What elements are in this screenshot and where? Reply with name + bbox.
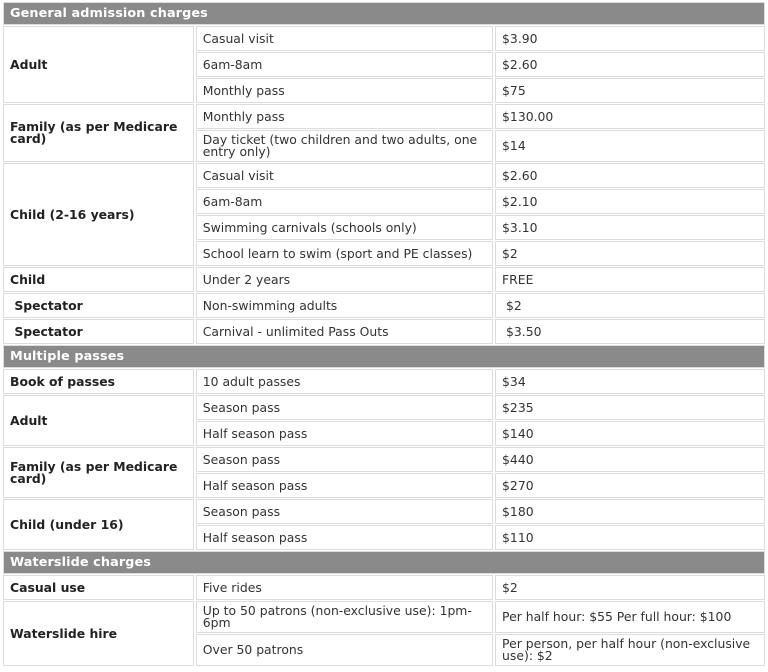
- price-cell: $2.10: [495, 189, 765, 214]
- item-cell: Casual visit: [196, 163, 493, 188]
- category-cell: Adult: [3, 395, 194, 446]
- category-cell: Adult: [3, 26, 194, 103]
- item-cell: Day ticket (two children and two adults, one entry only): [196, 130, 493, 162]
- table-row: [3, 575, 765, 600]
- price-cell: Per person, per half hour (non-exclusive use): $2: [495, 634, 765, 666]
- price-cell: $3.50: [495, 319, 765, 344]
- item-cell: 6am-8am: [196, 189, 493, 214]
- item-cell: Season pass: [196, 395, 493, 420]
- section-title: General admission charges: [3, 2, 765, 25]
- item-cell: Casual visit: [196, 26, 493, 51]
- table-row: [3, 293, 765, 318]
- price-cell: $75: [495, 78, 765, 103]
- price-cell: $2: [495, 241, 765, 266]
- price-cell: $2: [495, 293, 765, 318]
- item-cell: 6am-8am: [196, 52, 493, 77]
- table-row: [3, 104, 765, 129]
- item-cell: Half season pass: [196, 525, 493, 550]
- item-cell: Carnival - unlimited Pass Outs: [196, 319, 493, 344]
- category-cell: Waterslide hire: [3, 601, 194, 666]
- price-cell: $2.60: [495, 163, 765, 188]
- price-cell: $130.00: [495, 104, 765, 129]
- category-cell: Family (as per Medicare card): [3, 104, 194, 162]
- price-cell: $3.90: [495, 26, 765, 51]
- item-cell: 10 adult passes: [196, 369, 493, 394]
- table-row: [3, 26, 765, 51]
- admission-charges-table: [1, 1, 767, 667]
- price-cell: $440: [495, 447, 765, 472]
- table-row: [3, 163, 765, 188]
- table-row: [3, 601, 765, 633]
- price-cell: $2.60: [495, 52, 765, 77]
- item-cell: Half season pass: [196, 421, 493, 446]
- item-cell: Half season pass: [196, 473, 493, 498]
- category-cell: Spectator: [3, 319, 194, 344]
- price-cell: $235: [495, 395, 765, 420]
- price-cell: $34: [495, 369, 765, 394]
- price-cell: $14: [495, 130, 765, 162]
- item-cell: Up to 50 patrons (non-exclusive use): 1pm-6pm: [196, 601, 493, 633]
- price-cell: $110: [495, 525, 765, 550]
- price-cell: $270: [495, 473, 765, 498]
- price-cell: $180: [495, 499, 765, 524]
- category-cell: Spectator: [3, 293, 194, 318]
- table-row: [3, 369, 765, 394]
- category-cell: Child: [3, 267, 194, 292]
- price-cell: Per half hour: $55 Per full hour: $100: [495, 601, 765, 633]
- category-cell: Casual use: [3, 575, 194, 600]
- item-cell: Non-swimming adults: [196, 293, 493, 318]
- price-cell: $140: [495, 421, 765, 446]
- price-cell: $2: [495, 575, 765, 600]
- price-cell: $3.10: [495, 215, 765, 240]
- category-cell: Book of passes: [3, 369, 194, 394]
- table-row: [3, 267, 765, 292]
- section-title: Multiple passes: [3, 345, 765, 368]
- item-cell: Five rides: [196, 575, 493, 600]
- item-cell: Under 2 years: [196, 267, 493, 292]
- category-cell: Child (2-16 years): [3, 163, 194, 266]
- table-row: [3, 499, 765, 524]
- table-row: [3, 319, 765, 344]
- item-cell: Over 50 patrons: [196, 634, 493, 666]
- section-title: Waterslide charges: [3, 551, 765, 574]
- item-cell: Monthly pass: [196, 78, 493, 103]
- item-cell: Season pass: [196, 447, 493, 472]
- item-cell: Monthly pass: [196, 104, 493, 129]
- section-header-row: [3, 2, 765, 25]
- item-cell: Swimming carnivals (schools only): [196, 215, 493, 240]
- item-cell: Season pass: [196, 499, 493, 524]
- section-header-row: [3, 551, 765, 574]
- table-row: [3, 395, 765, 420]
- category-cell: Family (as per Medicare card): [3, 447, 194, 498]
- table-row: [3, 447, 765, 472]
- price-cell: FREE: [495, 267, 765, 292]
- section-header-row: [3, 345, 765, 368]
- category-cell: Child (under 16): [3, 499, 194, 550]
- item-cell: School learn to swim (sport and PE classes): [196, 241, 493, 266]
